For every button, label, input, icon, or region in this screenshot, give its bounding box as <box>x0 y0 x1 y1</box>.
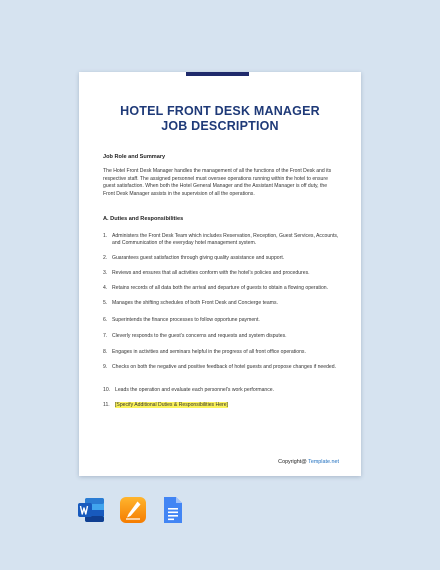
duty-number: 11. <box>103 402 110 408</box>
duty-number: 1. <box>103 233 108 239</box>
copyright-prefix: Copyright@ <box>278 459 307 465</box>
duty-item <box>103 300 343 307</box>
duty-item <box>103 333 343 340</box>
summary-paragraph: The Hotel Front Desk Manager handles the management of all the functions of the Front Desk and its respective staff. The assigned personnel must oversee operations running within the hotel to ensure guest satisfaction. When both the Hotel General Manager and the Assistant Manager is off duty, the Front Desk Manager assists in the supervision of all the operations. <box>103 168 332 197</box>
duty-item <box>103 402 343 409</box>
duty-text: Administers the Front Desk Team which includes Reservation, Reception, Guest Services, Accounts, and Communication of the everyday hotel management system. <box>112 233 339 247</box>
duty-number: 4. <box>103 285 108 291</box>
duty-number: 10. <box>103 387 111 393</box>
document-title <box>79 104 361 134</box>
duty-number: 9. <box>103 364 108 370</box>
duty-text: Retains records of all data both the arrival and departure of guests to obtain a flowing operation. <box>112 285 329 291</box>
duty-text: Manages the shifting schedules of both Front Desk and Concierge teams. <box>112 300 278 306</box>
google-docs-icon[interactable] <box>157 495 187 525</box>
header-accent-bar <box>186 72 249 76</box>
summary-heading: Job Role and Summary <box>103 154 166 160</box>
duty-item <box>103 270 343 277</box>
duty-text: Reviews and ensures that all activities conform with the hotel’s policies and procedures. <box>112 270 310 276</box>
pages-icon[interactable] <box>118 495 148 525</box>
duty-number: 8. <box>103 349 108 355</box>
duty-item <box>103 317 343 324</box>
duty-text: Checks on both the negative and positive feedback of hotel guests and propose changes if needed. <box>112 364 337 370</box>
duty-number: 5. <box>103 300 108 306</box>
copyright-brand-link[interactable]: Template.net <box>308 459 339 465</box>
placeholder-highlight: [Specify Additional Duties & Responsibilities Here] <box>115 402 228 408</box>
title-line-1: HOTEL FRONT DESK MANAGER <box>120 104 320 118</box>
duty-text: Superintends the finance processes to follow opportune payment. <box>112 317 260 323</box>
word-icon[interactable] <box>76 495 106 525</box>
copyright-notice <box>278 459 339 465</box>
duty-number: 7. <box>103 333 108 339</box>
title-line-2: JOB DESCRIPTION <box>161 119 279 133</box>
duty-item <box>103 255 343 262</box>
duty-item <box>103 233 343 248</box>
duty-item <box>103 387 343 394</box>
document-page <box>79 72 361 476</box>
duties-heading: A. Duties and Responsibilities <box>103 216 184 222</box>
duty-item <box>103 364 343 371</box>
duty-text: Leads the operation and evaluate each personnel’s work performance. <box>115 387 275 393</box>
duty-text-wrapper <box>103 402 343 409</box>
duty-item <box>103 349 343 356</box>
duty-text: Cleverly responds to the guest’s concerns and requests and system disputes. <box>112 333 287 339</box>
duty-text: Guarantees guest satisfaction through giving quality assistance and support. <box>112 255 285 261</box>
duty-number: 3. <box>103 270 108 276</box>
duty-item <box>103 285 343 292</box>
duty-text: Engages in activities and seminars helpful in the progress of all front office operations. <box>112 349 306 355</box>
duty-number: 6. <box>103 317 108 323</box>
duty-number: 2. <box>103 255 108 261</box>
